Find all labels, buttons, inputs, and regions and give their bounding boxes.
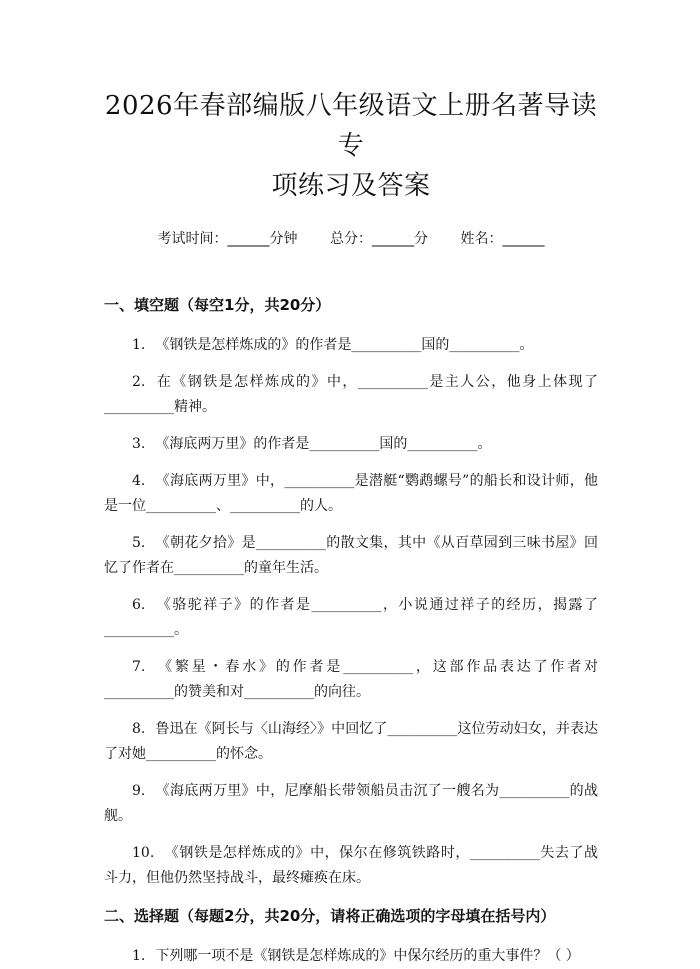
question-item	[104, 841, 598, 891]
title-line-1: 2026年春部编版八年级语文上册名著导读专	[104, 91, 598, 161]
question-number: 3.	[132, 436, 146, 452]
section-title-fill-blank: 一、填空题（每空1分，共20分）	[104, 296, 331, 314]
question-text: 鲁迅在《阿长与〈山海经〉》中回忆了__________这位劳动妇女，并表达了对她__________的怀念。	[104, 721, 598, 762]
question-item	[104, 593, 598, 643]
question-item	[104, 779, 598, 829]
student-name: 姓名：______	[460, 231, 545, 247]
question-item	[104, 432, 598, 457]
question-item	[104, 655, 598, 705]
question-item	[104, 717, 598, 767]
title-line-2: 项练习及答案	[271, 171, 431, 201]
section-title-multiple-choice: 二、选择题（每题2分，共20分，请将正确选项的字母填在括号内）	[104, 907, 556, 925]
question-text: 《海底两万里》的作者是__________国的__________。	[155, 436, 492, 452]
question-number: 10.	[132, 845, 155, 861]
question-text: 在《钢铁是怎样炼成的》中，__________是主人公，他身上体现了__________精神。	[104, 374, 598, 415]
question-number: 5.	[132, 535, 146, 551]
exam-time: 考试时间：______分钟	[157, 231, 298, 247]
question-text: 《海底两万里》中，__________是潜艇“鹦鹉螺号”的船长和设计师，他是一位__________、__________的人。	[104, 473, 598, 514]
question-item	[104, 944, 598, 969]
question-number: 8.	[132, 721, 146, 737]
exam-score: 总分：______分	[330, 231, 428, 247]
question-number: 1.	[132, 337, 146, 353]
question-number: 7.	[132, 659, 146, 675]
question-text: 《朝花夕拾》是__________的散文集，其中《从百草园到三味书屋》回忆了作者在__________的童年生活。	[104, 535, 598, 576]
question-item	[104, 531, 598, 581]
question-text: 《钢铁是怎样炼成的》中，保尔在修筑铁路时，__________失去了战斗力，但他仍然坚持战斗，最终瘫痪在床。	[104, 845, 598, 886]
question-item	[104, 469, 598, 519]
question-number: 6.	[132, 597, 146, 613]
question-text: 下列哪一项不是《钢铁是怎样炼成的》中保尔经历的重大事件？（ ）	[155, 948, 580, 964]
document-title	[104, 0, 598, 206]
question-text: 《繁星・春水》的作者是__________，这部作品表达了作者对__________的赞美和对__________的向往。	[104, 659, 598, 700]
exam-meta	[104, 228, 598, 248]
question-text: 《钢铁是怎样炼成的》的作者是__________国的__________。	[155, 337, 534, 353]
question-number: 1.	[132, 948, 146, 964]
question-item	[104, 333, 598, 358]
question-number: 4.	[132, 473, 146, 489]
question-item	[104, 370, 598, 420]
question-text: 《海底两万里》中，尼摩船长带领船员击沉了一艘名为__________的战舰。	[104, 783, 598, 824]
question-number: 9.	[132, 783, 146, 799]
question-text: 《骆驼祥子》的作者是__________，小说通过祥子的经历，揭露了__________。	[104, 597, 598, 638]
question-number: 2.	[132, 374, 146, 390]
